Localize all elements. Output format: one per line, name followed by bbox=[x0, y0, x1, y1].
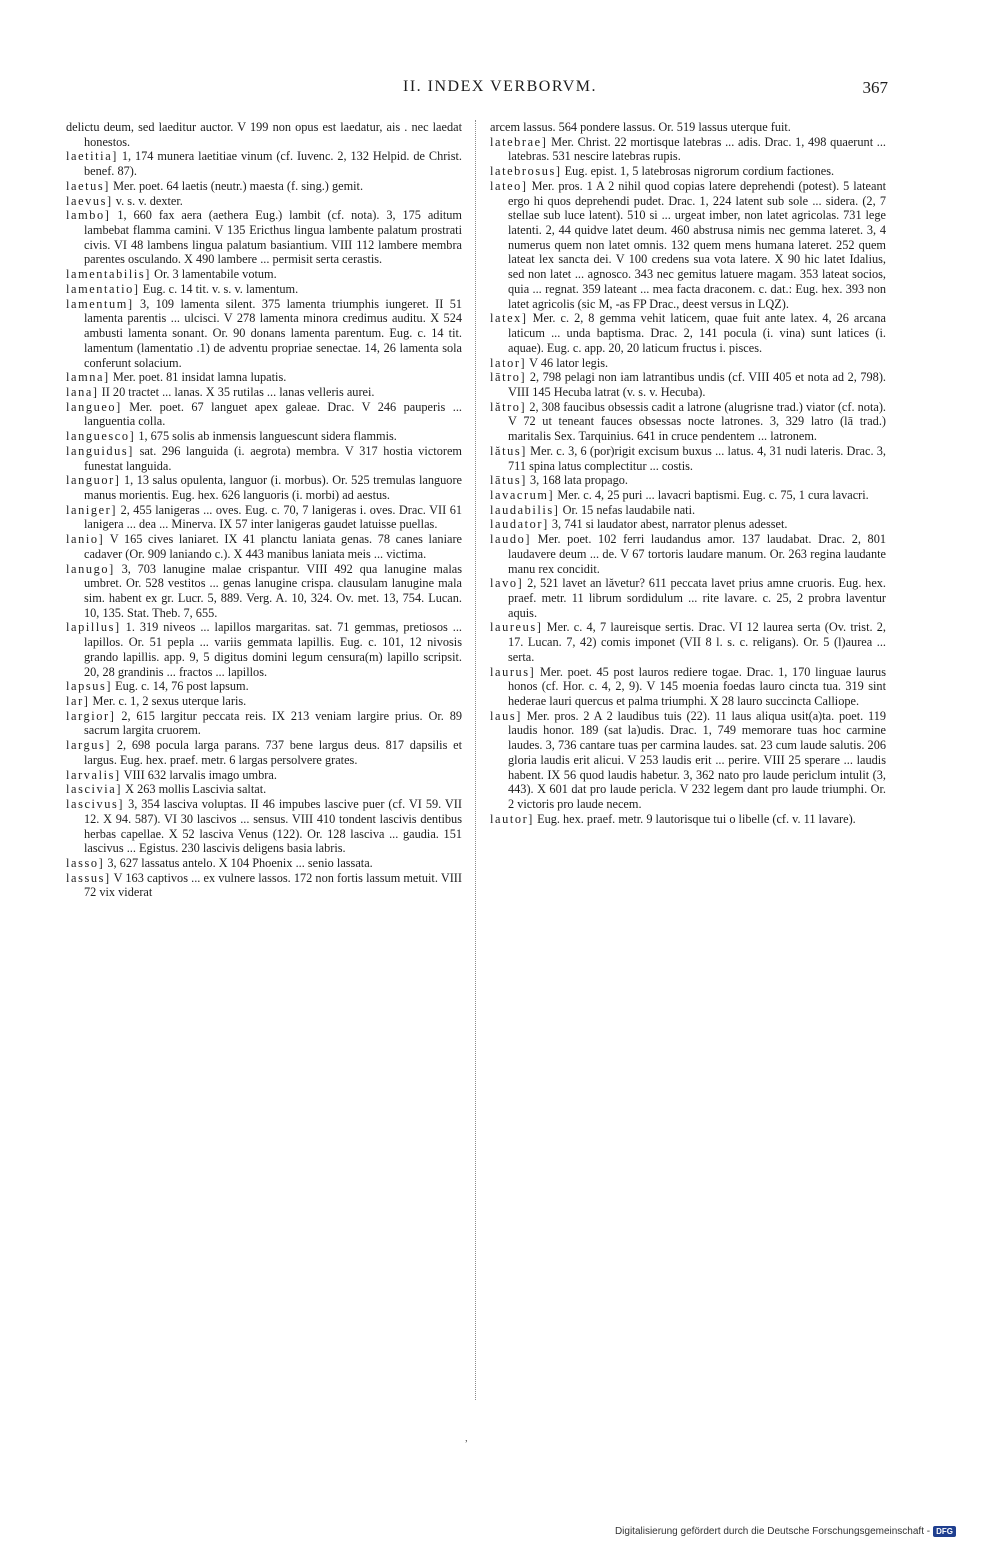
entry-text: 1, 174 munera laetitiae vinum (cf. Iuvenc. 2, 132 Helpid. de Christ. benef. 87). bbox=[84, 149, 463, 179]
entry-text: Mer. pros. 2 A 2 laudibus tuis (22). 11 laus aliqua usit(a)ta. poet. 119 laudis honor. 189 (sat la)udis. Drac. 1, 749 memorare tuas hoc carmine laudes. 3, 736 cantare tuas per carmina laudes. sat. 23 cum laude salutis. 206 gloria laudis erit alicui. V 253 laudis erit ... perire. VIII 25 sperare ... laudis habent. IX 56 quod laudis habetur. 3, 362 nato pro laude periclum intulit (3, 443). X 601 dat pro laude pericla. V 232 legem dant pro laude triumphi. Or. 2 victoris pro laude necem. bbox=[508, 708, 886, 812]
dfg-logo-icon: DFG bbox=[933, 1526, 956, 1537]
entry-lemma: lator] bbox=[490, 355, 527, 370]
entry-lemma: laudator] bbox=[490, 517, 549, 532]
entry-lemma: laetus] bbox=[66, 178, 110, 193]
index-entry bbox=[66, 267, 462, 282]
entry-text: X 263 mollis Lascivia saltat. bbox=[125, 782, 267, 797]
entry-text: Eug. hex. praef. metr. 9 lautorisque tui o libelle (cf. v. 11 lavare). bbox=[537, 811, 856, 826]
index-entry bbox=[66, 797, 462, 856]
entry-lemma: lar] bbox=[66, 694, 90, 709]
entry-text: 2, 798 pelagi non iam latrantibus undis (cf. VIII 405 et nota ad 2, 798). VIII 145 Hecuba latrat (v. s. v. Hecuba). bbox=[508, 370, 887, 399]
entry-text: 1, 660 fax aera (aethera Eug.) lambit (cf. nota). 3, 175 aditum lambebat flamma camini. V 135 Ericthus lingua lambente palatum prostrati civis. VI 48 lambens lingua palatum basiantium. VIII 112 lambere membra parentes osculando. X 490 lambere ... permisit serta cerastis. bbox=[84, 208, 462, 267]
index-entry bbox=[66, 370, 462, 385]
entry-text: arcem lassus. 564 pondere lassus. Or. 519 lassus uterque fuit. bbox=[490, 120, 791, 134]
entry-text: Mer. c. 1, 2 sexus uterque laris. bbox=[92, 694, 247, 709]
index-entry bbox=[490, 179, 886, 311]
entry-lemma: lassus] bbox=[66, 870, 111, 885]
running-title: II. INDEX VERBORVM. bbox=[402, 78, 598, 95]
index-entry bbox=[490, 812, 886, 827]
entry-lemma: laniger] bbox=[66, 502, 118, 517]
index-entry bbox=[490, 473, 886, 488]
index-entry bbox=[490, 135, 886, 164]
index-entry bbox=[66, 282, 462, 297]
entry-lemma: laurus] bbox=[490, 664, 536, 679]
index-entry bbox=[490, 620, 886, 664]
page-number: 367 bbox=[862, 78, 888, 97]
entry-text: 3, 109 lamenta silent. 375 lamenta triumphis iungeret. II 51 lamenta parentis ... ulcisci. V 278 lamenta minora credimus auditu. X 524 ambusti lamenta sonant. Or. 90 donans lamenta parentum. Eug. c. 14 tit. lamentum (lamentatio .1) de adventu propriae senectae. 14, 26 lamenta sola conferunt solacium. bbox=[84, 296, 463, 370]
digitization-footer bbox=[615, 1526, 956, 1537]
entry-text: II 20 tractet ... lanas. X 35 rutilas ... lanas velleris aurei. bbox=[101, 384, 375, 399]
entry-text: sat. 296 languida (i. aegrota) membra. V 317 hostia victorem funestat languida. bbox=[84, 443, 462, 473]
entry-text: 2, 308 faucibus obsessis cadit a latrone (alugrisne trad.) viator (cf. nota). V 72 ut teneant fauces obsessas nocte latrones. 3, 329 latro (lā trad.) maritalis Sex. Tarquinius. 641 in cruce pendentem ... latronem. bbox=[508, 399, 886, 444]
entry-lemma: laudo] bbox=[490, 532, 532, 547]
index-entry bbox=[66, 444, 462, 473]
entry-text: Or. 3 lamentabile votum. bbox=[154, 267, 277, 282]
entry-lemma: languidus] bbox=[66, 443, 134, 458]
entry-text: 3, 627 lassatus antelo. X 104 Phoenix ... senio lassata. bbox=[107, 855, 373, 870]
entry-text: Eug. c. 14 tit. v. s. v. lamentum. bbox=[142, 281, 299, 296]
index-entry bbox=[66, 709, 462, 738]
index-entry bbox=[490, 488, 886, 503]
index-entry bbox=[490, 576, 886, 620]
index-entry bbox=[66, 694, 462, 709]
entry-lemma: largus] bbox=[66, 738, 112, 753]
entry-text: 2, 698 pocula larga parans. 737 bene largus deus. 817 dapsilis et largus. Eug. hex. praef. metr. 6 largas persolvere grates. bbox=[84, 738, 463, 767]
entry-lemma: largior] bbox=[66, 708, 116, 723]
end-mark: , bbox=[465, 1432, 468, 1444]
index-entry bbox=[66, 679, 462, 694]
index-entry bbox=[490, 400, 886, 444]
index-entry bbox=[66, 562, 462, 621]
entry-lemma: lavo] bbox=[490, 576, 524, 591]
entry-text: V 46 lator legis. bbox=[529, 355, 609, 370]
entry-text: 3, 703 lanugine malae crispantur. VIII 492 qua lanugine malas umbret. Or. 528 vestitos ... genas lanugine crispa. clausulam lanugine mala sim. habent ex gr. Lucr. 5, 889. Verg. A. 10, 324. Ov. met. 13, 754. Lucan. 10, 135. Stat. Theb. 7, 655. bbox=[84, 561, 462, 620]
index-entry bbox=[490, 532, 886, 576]
index-entry bbox=[66, 473, 462, 502]
entry-text: Mer. c. 4, 25 puri ... lavacri baptismi. Eug. c. 75, 1 cura lavacri. bbox=[557, 487, 869, 502]
entry-lemma: laureus] bbox=[490, 620, 543, 635]
index-entry bbox=[490, 311, 886, 355]
entry-lemma: lătus] bbox=[490, 443, 527, 458]
index-entry bbox=[490, 665, 886, 709]
entry-lemma: lautor] bbox=[490, 811, 534, 826]
entry-lemma: latex] bbox=[490, 311, 528, 326]
index-column-right bbox=[490, 120, 886, 827]
index-entry bbox=[490, 444, 886, 473]
index-entry bbox=[490, 356, 886, 371]
index-entry bbox=[66, 738, 462, 767]
entry-text: V 163 captivos ... ex vulnere lassos. 172 non fortis lassum metuit. VIII 72 vix viderat bbox=[84, 870, 462, 900]
entry-lemma: langueo] bbox=[66, 399, 122, 414]
entry-text: Mer. c. 2, 8 gemma vehit laticem, quae fuit ante latex. 4, 26 arcana laticum ... unda baptisma. Drac. 2, 141 pocula (i. vina) sunt latices (i. aquae). Eug. c. app. 20, 20 laticum fructus i. pisces. bbox=[508, 311, 887, 355]
entry-text: Mer. poet. 64 laetis (neutr.) maesta (f. sing.) gemit. bbox=[113, 178, 364, 193]
index-entry bbox=[66, 429, 462, 444]
entry-text: Mer. poet. 81 insidat lamna lupatis. bbox=[112, 370, 287, 385]
index-entry bbox=[66, 179, 462, 194]
index-entry bbox=[66, 768, 462, 783]
entry-lemma: laetitia] bbox=[66, 149, 118, 164]
entry-lemma: lamentum] bbox=[66, 296, 134, 311]
entry-lemma: latebrosus] bbox=[490, 164, 562, 179]
entry-lemma: lātus] bbox=[490, 473, 527, 488]
entry-lemma: lamentatio] bbox=[66, 281, 140, 296]
entry-lemma: larvalis] bbox=[66, 767, 121, 782]
index-entry bbox=[66, 856, 462, 871]
index-entry bbox=[66, 400, 462, 429]
entry-text: 3, 354 lasciva voluptas. II 46 impubes lascive puer (cf. VI 59. VII 12. X 94. 587). VI 30 lascivos ... sensus. VIII 410 tondent lascivis dentibus herbas capellae. X 52 lasciva Venus (122). Or. 128 lasciva ... gaudia. 151 lascivus ... Egistus. 230 lascivis deligens basia labris. bbox=[84, 797, 462, 856]
index-entry bbox=[66, 620, 462, 679]
entry-text: Eug. c. 14, 76 post lapsum. bbox=[115, 679, 249, 694]
entry-lemma: lamentabilis] bbox=[66, 267, 151, 282]
entry-text: 2, 615 largitur peccata reis. IX 213 veniam largire prius. Or. 89 sacrum largita cruorem. bbox=[84, 708, 462, 738]
index-entry bbox=[66, 871, 462, 900]
entry-lemma: lātro] bbox=[490, 370, 527, 385]
entry-lemma: lapillus] bbox=[66, 620, 121, 635]
entry-text: 3, 168 lata propago. bbox=[530, 473, 629, 488]
index-entry bbox=[66, 385, 462, 400]
entry-text: VIII 632 larvalis imago umbra. bbox=[123, 767, 277, 782]
index-entry bbox=[66, 782, 462, 797]
entry-text: 1. 319 niveos ... lapillos margaritas. sat. 71 gemmas, pretiosos ... lapillos. Or. 51 pepla ... variis gemmata lapillis. Eug. c. 101, 12 nivosis grando lapillis. app. 9, 5 digitus domini legum censura(m) lapillo scripsit. 20, 28 grandinis ... fractos ... lapillos. bbox=[84, 620, 462, 679]
index-entry bbox=[490, 517, 886, 532]
entry-lemma: laudabilis] bbox=[490, 502, 560, 517]
index-entry bbox=[490, 120, 886, 135]
entry-lemma: laevus] bbox=[66, 193, 113, 208]
entry-text: Mer. pros. 1 A 2 nihil quod copias latere deprehendi (potest). 5 lateant ergo hi quos deprehendi pudet. Drac. 1, 224 latent sub sole ... sidera. (2, 7 stellae sub luce latent). 510 si ... urgeat imber, non latet agricolas. 731 lege latenti. 2, 44 quidve latet deum. 460 abstrusa nimis nec gemma lateret. 3, 4 numerus quem non latet omnis. 132 quem mens humana lateret. 252 quem lateat lex sancta dei. V 100 credens sua vota latere. X 90 hic latet Idalius, sed non latet ... agnosco. 343 nec gemitus latuere magam. 353 lateat socios, quia ... regnat. 359 lateant ... mea facta draconem. c. dat.: Eug. hex. 393 non latet agricolis (sic M, -as FP Drac., deest versus in LQZ). bbox=[508, 178, 887, 311]
entry-text: 1, 13 salus opulenta, languor (i. morbus). Or. 525 tremulas languore manus morientis. Eug. hex. 626 languoris (i. morbi) ad aestus. bbox=[84, 473, 462, 502]
index-entry bbox=[66, 503, 462, 532]
entry-text: delictu deum, sed laeditur auctor. V 199 non opus est laedatur, ais . nec laedat honestos. bbox=[66, 120, 462, 149]
index-entry bbox=[490, 709, 886, 812]
entry-text: Eug. epist. 1, 5 latebrosas nigrorum cordium factiones. bbox=[564, 164, 835, 179]
entry-lemma: lanugo] bbox=[66, 561, 115, 576]
entry-text: v. s. v. dexter. bbox=[115, 193, 183, 208]
entry-lemma: lambo] bbox=[66, 208, 111, 223]
entry-text: Mer. Christ. 22 mortisque latebras ... adis. Drac. 1, 498 quaerunt ... latebras. 531 nescire latebras rupis. bbox=[508, 134, 886, 164]
column-divider bbox=[475, 120, 476, 1400]
index-entry bbox=[66, 208, 462, 267]
index-entry bbox=[66, 297, 462, 371]
index-entry bbox=[66, 120, 462, 149]
entry-text: Mer. poet. 45 post lauros rediere togae. Drac. 1, 170 linguae laurus honos (cf. Hor. c. 4, 2, 9). V 145 moenia foedas lauro cincta tua. 319 sint hederae lauri quercus et palma triumphi. X 28 lauro succincta Calliope. bbox=[508, 664, 886, 709]
entry-text: Mer. c. 3, 6 (por)rigit excisum buxus ... latus. 4, 31 nudi lateris. Drac. 3, 711 spina latus complectitur ... costis. bbox=[508, 443, 886, 473]
index-entry bbox=[66, 149, 462, 178]
entry-lemma: latebrae] bbox=[490, 134, 548, 149]
entry-text: V 165 cives laniaret. IX 41 planctu laniata genas. 78 canes laniare cadaver (Or. 909 laniando c.). X 443 manibus laniata meis ... victima. bbox=[84, 532, 462, 561]
entry-lemma: lanio] bbox=[66, 532, 105, 547]
entry-lemma: lateo] bbox=[490, 178, 528, 193]
index-entry bbox=[490, 164, 886, 179]
index-entry bbox=[66, 532, 462, 561]
entry-lemma: lamna] bbox=[66, 370, 110, 385]
entry-lemma: languor] bbox=[66, 473, 121, 488]
entry-lemma: lavacrum] bbox=[490, 487, 555, 502]
entry-text: Mer. poet. 102 ferri laudandus amor. 137 laudabat. Drac. 2, 801 laudavere deum ... de. V 67 tortoris laudare manum. Or. 263 regina laudante manu rex concidit. bbox=[508, 532, 886, 576]
entry-lemma: lasso] bbox=[66, 855, 105, 870]
entry-text: 3, 741 si laudator abest, narrator plenus adesset. bbox=[551, 517, 788, 532]
index-entry bbox=[66, 194, 462, 209]
entry-lemma: lătro] bbox=[490, 399, 527, 414]
entry-text: Or. 15 nefas laudabile nati. bbox=[562, 502, 696, 517]
digitization-note: Digitalisierung gefördert durch die Deutsche Forschungsgemeinschaft - bbox=[614, 1526, 931, 1537]
entry-lemma: lascivia] bbox=[66, 782, 123, 797]
page-header bbox=[0, 78, 1000, 102]
entry-lemma: lana] bbox=[66, 384, 99, 399]
entry-text: 1, 675 solis ab inmensis languescunt sidera flammis. bbox=[138, 429, 397, 444]
entry-lemma: languesco] bbox=[66, 429, 136, 444]
index-entry bbox=[490, 503, 886, 518]
index-entry bbox=[490, 370, 886, 399]
entry-text: Mer. c. 4, 7 laureisque sertis. Drac. VI 12 laurea serta (Ov. trist. 2, 17. Lucan. 7, 42) comis imponet (VII 8 l. s. c. religans). Or. 5 (l)aurea ... serta. bbox=[508, 620, 887, 664]
entry-lemma: lascivus] bbox=[66, 797, 125, 812]
entry-lemma: laus] bbox=[490, 708, 522, 723]
entry-text: Mer. poet. 67 languet apex galeae. Drac. V 246 pauperis ... languentia colla. bbox=[84, 399, 462, 429]
entry-text: 2, 455 lanigeras ... oves. Eug. c. 70, 7 lanigeras i. oves. Drac. VII 61 lanigera ... dea ... Minerva. IX 57 inter lanigeras gaudet latuisse puellas. bbox=[84, 502, 463, 532]
index-column-left bbox=[66, 120, 462, 900]
entry-text: 2, 521 lavet an lăvetur? 611 peccata lavet prius amne cruoris. Eug. hex. praef. metr. 11 librum sordidulum ... rite lavare. c. 25, 2 probra laventur aquis. bbox=[508, 576, 886, 620]
entry-lemma: lapsus] bbox=[66, 679, 113, 694]
